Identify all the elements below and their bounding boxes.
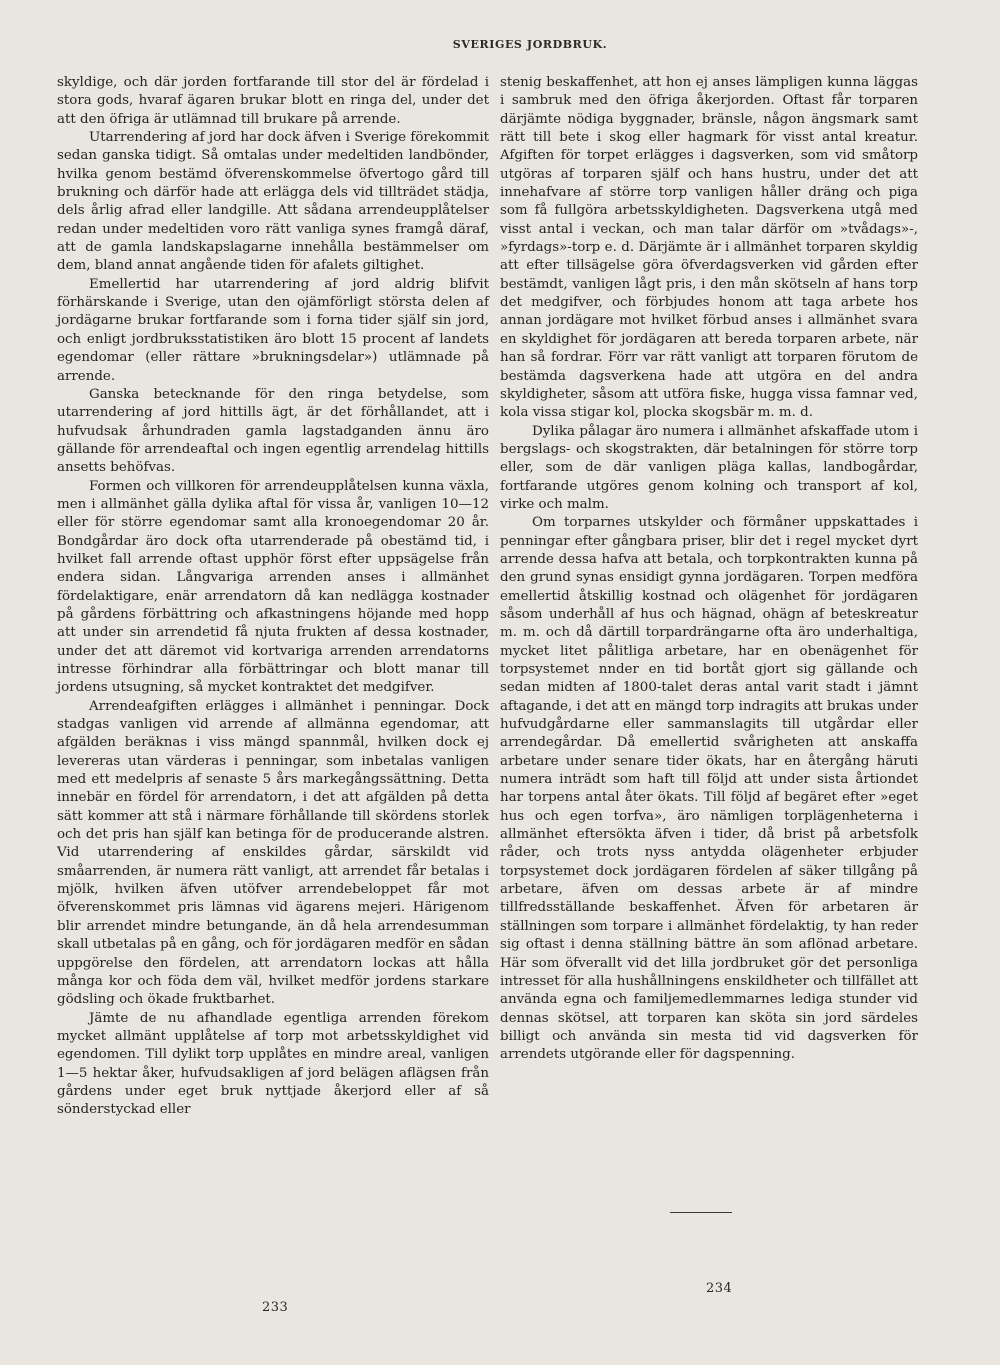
paragraph: Utarrendering af jord har dock äfven i Sverige förekommit sedan ganska tidigt. Så omtalas under medeltiden landbönder, hvilka genom bestämd öfverenskommelse öfvertogo gård till brukning och därför hade att erlägga dels vid tillträdet städja, dels årlig afrad eller landgille. Att sådana arrendeupplåtelser redan under medeltiden voro rätt vanliga synes framgå däraf, att de gamla landskapslagarne innehålla bestämmelser om dem, bland annat angående tiden för afalets giltighet. — [57, 130, 489, 274]
paragraph: Om torparnes utskylder och förmåner uppskattades i penningar efter gångbara priser, blir det i regel mycket dyrt arrende dessa hafva att betala, och torpkontrakten kunna på den grund synas ensidigt gynna jordägaren. Torpen medföra emellertid åtskillig kostnad och olägenhet för jordägaren såsom underhåll af hus och hägnad, ohägn af beteskreatur m. m. och då därtill torpardrängarne ofta äro underhaltiga, mycket litet pålitliga arbetare, har en obenägenhet för torpsystemet nnder en tid bortåt gjort sig gällande och sedan midten af 1800-talet deras antal varit stadt i jämnt aftagande, i det att en mängd torp indragits att brukas under hufvudgårdarne eller sammanslagits till utgårdar eller arrendegårdar. Då emellertid svårigheten att anskaffa arbetare under senare tider ökats, har en återgång häruti numera inträdt som haft till följd att under sista årtiondet har torpens antal åter ökats. Till följd af begäret efter »eget hus och egen torfva», äro nämligen torplägenheterna i allmänhet eftersökta äfven i tider, då brist på arbetsfolk råder, och trots nyss antydda olägenheter erbjuder torpsystemet dock jordägaren fördelen af säker tillgång på arbetare, äfven om dessas arbete är af mindre tillfredsställande beskaffenhet. Äfven för arbetaren är ställningen som torpare i allmänhet fördelaktig, ty han reder sig oftast i denna ställning bättre än som aflönad arbetare. Här som öfverallt vid det lilla jordbruket gör det personliga intresset för alla hushållningens enskildheter och tillfället att använda egna och familjemedlemmarnes lediga stunder vid dennas skötsel, att torparen kan sköta sin jord särdeles billigt och använda sin mesta tid vid dagsverken för arrendets utgörande eller för dagspenning. — [500, 515, 918, 1063]
page-number-right: 234 — [706, 1281, 733, 1296]
left-column — [57, 74, 489, 1120]
paragraph: Arrendeafgiften erlägges i allmänhet i penningar. Dock stadgas vanligen vid arrende af allmänna egendomar, att afgälden beräknas i viss mängd spannmål, hvilken dock ej levereras utan värderas i penningar, som inbetalas vanligen med ett medelpris af senaste 5 års markegångssättning. Detta innebär en fördel för arrendatorn, i det att afgälden på detta sätt kommer att stå i närmare förhållande till skördens storlek och det pris han själf kan betinga för de producerande alstren. Vid utarrendering af enskildes gårdar, särskildt vid småarrenden, är numera rätt vanligt, att arrendet får betalas i mjölk, hvilken äfven utöfver arrendebeloppet får mot öfverenskommet pris lämnas vid ägarens mejeri. Härigenom blir arrendet mindre betungande, än då hela arrendesumman skall utbetalas på en gång, och för jordägaren medför en sådan uppgörelse den fördelen, att arrendatorn lockas att hålla många kor och föda dem väl, hvilket medför jordens starkare gödsling och ökade fruktbarhet. — [57, 698, 489, 1008]
paragraph: skyldige, och där jorden fortfarande till stor del är fördelad i stora gods, hvaraf ägaren brukar blott en ringa del, under det att den öfriga är utlämnad till brukare på arrende. — [57, 75, 489, 127]
section-divider — [670, 1212, 732, 1213]
paragraph: stenig beskaffenhet, att hon ej anses lämpligen kunna läggas i sambruk med den öfriga åkerjorden. Oftast får torparen därjämte nödiga byggnader, bränsle, någon ängsmark samt rätt till bete i skog eller hagmark för visst antal kreatur. Afgiften för torpet erlägges i dagsverken, som vid småtorp utgöras af torparen själf och hans hustru, under det att innehafvare af större torp vanligen håller dräng och piga som få fullgöra arbetsskyldigheten. Dagsverkena utgå med visst antal i veckan, och man talar därför om »tvådags»-, »fyrdags»-torp e. d. Därjämte är i allmänhet torparen skyldig att efter tillsägelse göra öfverdagsverken vid gården efter bestämdt, vanligen lågt pris, i den mån skötseln af hans torp det medgifver, och förbjudes honom att taga arbete hos annan jordägare mot hvilket förbud anses i allmänhet svara en skyldighet för jordägaren att bereda torparen arbete, när han så fordrar. Förr var rätt vanligt att torparen förutom de bestämda dagsverkena hade att utgöra en del andra skyldigheter, såsom att utföra fiske, hugga vissa famnar ved, kola vissa stigar kol, plocka skogsbär m. m. d. — [500, 75, 918, 421]
paragraph: Emellertid har utarrendering af jord aldrig blifvit förhärskande i Sverige, utan den ojämförligt största delen af jordägarne brukar fortfarande som i forna tider själf sin jord, och enligt jordbruksstatistiken äro blott 15 procent af landets egendomar (eller rättare »brukningsdelar») utlämnade på arrende. — [57, 276, 489, 384]
paragraph: Formen och villkoren för arrendeupplåtelsen kunna växla, men i allmänhet gälla dylika aftal för vissa år, vanligen 10—12 eller för större egendomar samt alla kronoegendomar 20 år. Bondgårdar äro dock ofta utarrenderade på obestämd tid, i hvilket fall arrende oftast upphör först efter uppsägelse från endera sidan. Långvariga arrenden anses i allmänhet fördelaktigare, enär arrendatorn då kan nedlägga kostnader på gårdens förbättring och afkastningens höjande med hopp att under sin arrendetid få njuta frukten af dessa kostnader, under det att däremot vid kortvariga arrenden arrendatorns intresse förhindrar alla förbättringar och blott manar till jordens utsugning, så mycket kontraktet det medgifver. — [57, 478, 489, 696]
running-title: SVERIGES JORDBRUK. — [452, 38, 608, 51]
paragraph: Jämte de nu afhandlade egentliga arrenden förekom mycket allmänt upplåtelse af torp mot arbetsskyldighet vid egendomen. Till dylikt torp upplåtes en mindre areal, vanligen 1—5 hektar åker, hufvudsakligen af jord belägen aflägsen från gårdens under eget bruk nyttjade åkerjord eller af så sönderstyckad eller — [57, 1010, 489, 1118]
running-header — [0, 38, 1000, 51]
paragraph: Ganska betecknande för den ringa betydelse, som utarrendering af jord hittills ägt, är det förhållandet, att i hufvudsak århundraden gamla lagstadganden ännu äro gällande för arrendeaftal och ingen egentlig arrendelag hittills ansetts behöfvas. — [57, 386, 489, 476]
paragraph: Dylika pålagar äro numera i allmänhet afskaffade utom i bergslags- och skogstrakten, där betalningen för större torp eller, som de där vanligen pläga kallas, landbogårdar, fortfarande utgöres genom kolning och transport af kol, virke och malm. — [500, 423, 918, 512]
right-column — [500, 74, 918, 1065]
page-number-left: 233 — [262, 1300, 289, 1315]
